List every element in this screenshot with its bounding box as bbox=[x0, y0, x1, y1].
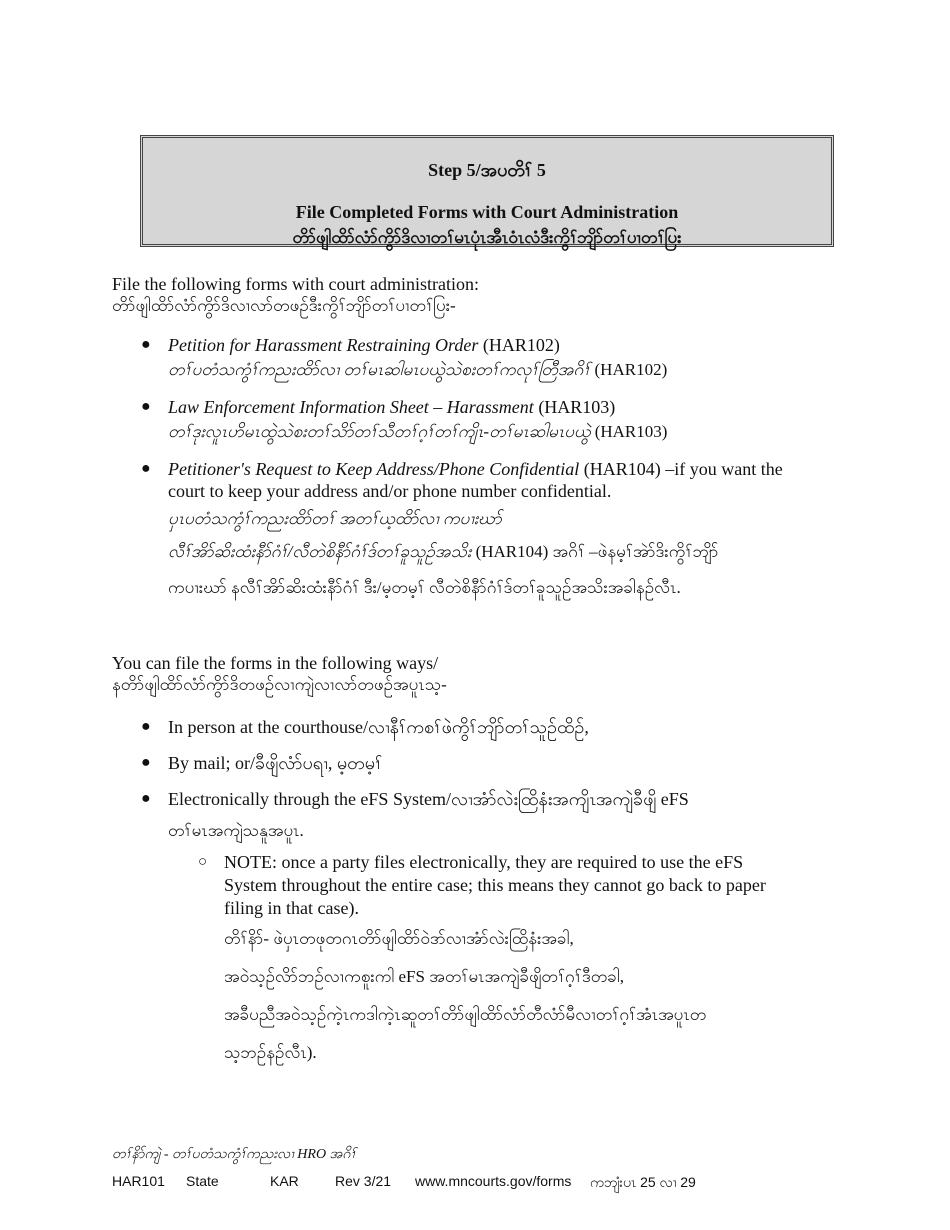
list-item bbox=[112, 334, 822, 384]
note-karen-line: အခီပညီအဝဲသ့ဉ်ကဲ့ၤကဒါကဲ့ၤဆူတၢ်တိာ်ဖျါထိာ်လံာ်တီလံာ်မီလၢတၢ်ဂ့ၢ်အံၤအပူၤတ bbox=[224, 1005, 707, 1024]
note-karen-line: အဝဲသ့ဉ်လိာ်ဘဉ်လၢကစူးကါ eFS အတၢ်မၤအကျဲခီဖျိတၢ်ဂ့ၢ်ဒီတခါ, bbox=[224, 967, 625, 986]
list-item bbox=[112, 458, 822, 608]
footer-language: KAR bbox=[270, 1173, 299, 1189]
step-title: File Completed Forms with Court Administration bbox=[295, 202, 679, 222]
form-title: Petitioner's Request to Keep Address/Phone Confidential bbox=[168, 459, 580, 479]
footer bbox=[112, 1173, 696, 1194]
bullet-icon: ● bbox=[141, 790, 151, 807]
efs-note bbox=[198, 851, 818, 1072]
forms-list bbox=[112, 334, 822, 608]
form-note-karen: (HAR104) အဂိၢ် –ဖဲနမ့ၢ်အဲာ်ဒိးကွိၢ်ဘျိာ် bbox=[471, 542, 719, 561]
footer-page-number: ကဘျံးပၤ 25 လၢ 29 bbox=[590, 1174, 696, 1190]
footer-revision: Rev 3/21 bbox=[335, 1173, 392, 1189]
note-en-line: filing in that case). bbox=[224, 898, 359, 918]
form-title-karen: တၢ်ပတံသကွံၢ်ကညးထိာ်လၢ တၢ်မၤဆါမၤပယွဲသဲစးတၢ်ကလုၢ်တြီအဂိၢ် bbox=[168, 360, 591, 379]
bullet-icon: ● bbox=[141, 398, 151, 415]
forms-intro-karen: တိာ်ဖျါထိာ်လံာ်ကွိာ်ဒိလၢလာ်တဖဉ်ဒီးကွိၢ်ဘျိာ်တၢ်ပၢတၢ်ပြး- bbox=[112, 296, 456, 315]
note-karen-line: သ့ဘဉ်နဉ်လီၤ). bbox=[224, 1043, 317, 1062]
step-label: Step 5/အပတိၢ် 5 bbox=[428, 160, 546, 180]
form-code: (HAR104) –if you want the bbox=[583, 459, 783, 479]
bullet-icon: ● bbox=[141, 718, 151, 735]
list-item bbox=[112, 396, 822, 446]
footer-url: www.mncourts.gov/forms bbox=[415, 1173, 572, 1189]
forms-intro-en: File the following forms with court administration: bbox=[112, 274, 479, 294]
form-title-karen: တၢ်ဒုးလူၤဟိမၤထွဲသဲစးတၢ်သိာ်တၢ်သီတၢ်ဂ့ၢ်တၢ်ကျိၤ-တၢ်မၤဆါမၤပယွဲ bbox=[168, 422, 591, 441]
list-item bbox=[112, 716, 822, 738]
form-code: (HAR102) bbox=[482, 335, 560, 355]
filing-way-mail: By mail; or/ခီဖျိလံာ်ပရၢ, မ့တမ့ၢ် bbox=[168, 753, 383, 773]
filing-way-in-person: In person at the courthouse/လၢနီၢ်ကစၢ်ဖဲကွိၢ်ဘျိာ်တၢ်သူဉ်ထိဉ်, bbox=[168, 717, 589, 737]
footer-title-karen: တၢ်နိာ်ကျဲ - တၢ်ပတံသကွံၢ်ကညးလၢ HRO အဂိၢ် bbox=[112, 1147, 357, 1162]
form-title-karen: ပှၤပတံသကွံၢ်ကညးထိာ်တၢ် အတၢ်ယ့ထိာ်လၢ ကပၢးဃာ် bbox=[168, 509, 502, 528]
form-code-karen: (HAR102) bbox=[594, 360, 668, 379]
form-title: Law Enforcement Information Sheet – Harassment bbox=[168, 397, 534, 417]
footer-form-id: HAR101 bbox=[112, 1173, 165, 1189]
bullet-icon: ● bbox=[141, 460, 151, 477]
filing-way-electronic-karen: တၢ်မၤအကျဲသနူအပူၤ. bbox=[168, 821, 304, 840]
step-header-box bbox=[140, 135, 834, 247]
note-en-line: System throughout the entire case; this means they cannot go back to paper bbox=[224, 875, 766, 895]
forms-intro bbox=[112, 273, 832, 317]
filing-ways-intro-en: You can file the forms in the following ways/ bbox=[112, 653, 439, 673]
note-en-line: NOTE: once a party files electronically, they are required to use the eFS bbox=[224, 852, 744, 872]
filing-ways-list bbox=[112, 716, 822, 852]
list-item bbox=[112, 752, 822, 774]
filing-way-electronic: Electronically through the eFS System/လၢအံာ်လဲးထြိနံးအကျိၤအကျဲခီဖျိ eFS bbox=[168, 789, 689, 809]
form-note: court to keep your address and/or phone number confidential. bbox=[168, 481, 612, 501]
step-title-karen: တိာ်ဖျါထိာ်လံာ်ကွိာ်ဒိလၢတၢ်မၤပုံၤအီၤဝံၤလံဒီးကွိၢ်ဘျိာ်တၢ်ပၢတၢ်ပြး bbox=[292, 228, 682, 247]
note-karen-line: တိၢ်နိာ်- ဖဲပှၤတဖုတဂၤတိာ်ဖျါထိာ်ဝဲဒာ်လၢအံာ်လဲးထြိနံးအခါ, bbox=[224, 929, 574, 948]
filing-ways-intro-karen: နတိာ်ဖျါထိာ်လံာ်ကွိာ်ဒိတဖဉ်လၢကျဲလၢလာ်တဖဉ်အပူၤသ့- bbox=[112, 675, 447, 694]
form-code-karen: (HAR103) bbox=[594, 422, 668, 441]
form-title: Petition for Harassment Restraining Order bbox=[168, 335, 479, 355]
form-code: (HAR103) bbox=[538, 397, 616, 417]
footer-state: State bbox=[186, 1173, 219, 1189]
bullet-icon: ● bbox=[141, 336, 151, 353]
filing-ways-intro bbox=[112, 652, 832, 696]
list-item bbox=[112, 788, 822, 852]
circle-bullet-icon: ○ bbox=[198, 854, 208, 870]
form-note-karen-2: ကပၢးဃာ် နလီၢ်အိာ်ဆိးထံးနီာ်ဂံၢ် ဒီး/မ့တမ့ၢ် လီတဲစိနီာ်ဂံၢ်ဒ်တၢ်ခူသူဉ်အသိးအခါနဉ်လီၤ. bbox=[168, 578, 681, 597]
form-title-karen-2: လီၢ်အိာ်ဆိးထံးနီာ်ဂံၢ်/လီတဲစိနီာ်ဂံၢ်ဒ်တၢ်ခူသူဉ်အသိး bbox=[168, 542, 472, 561]
bullet-icon: ● bbox=[141, 754, 151, 771]
